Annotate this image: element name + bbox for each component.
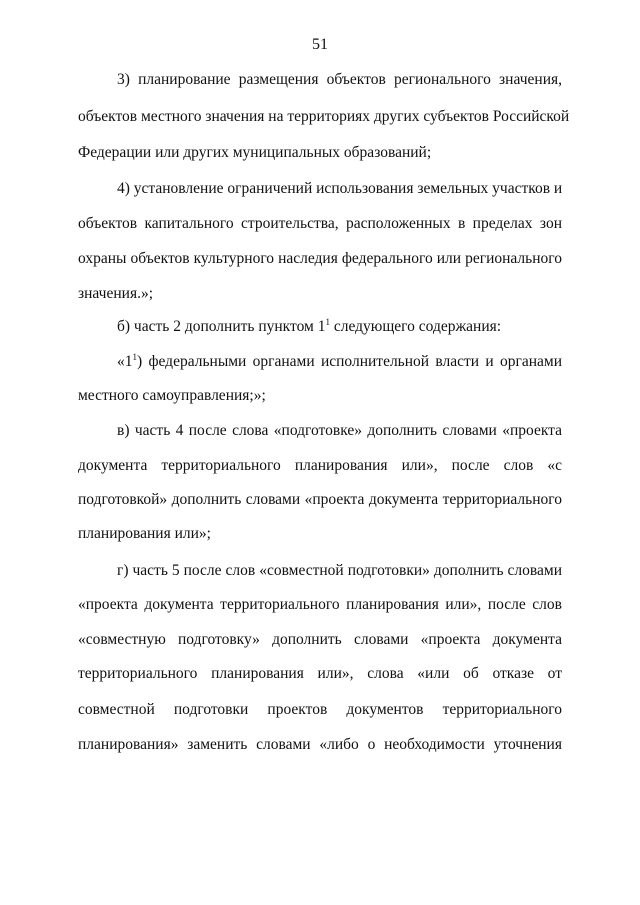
text-line: подготовкой» дополнить словами «проекта документа территориального	[78, 491, 562, 508]
text-line: планирования» заменить словами «либо о необходимости уточнения	[78, 736, 562, 753]
text-line: Федерации или других муниципальных образований;	[78, 144, 432, 161]
superscript: 1	[325, 317, 330, 327]
text-line: в) часть 4 после слова «подготовке» дополнить словами «проекта	[117, 422, 562, 439]
text-line-with-superscript	[117, 317, 562, 337]
page-number: 51	[312, 36, 328, 53]
text-line: «проекта документа территориального планирования или», после слов	[78, 596, 562, 613]
text-line: значения.»;	[78, 285, 154, 302]
text-line: планирования или»;	[78, 525, 211, 542]
text-line-with-superscript	[117, 352, 562, 372]
text-line: территориального планирования или», слова «или об отказе от	[78, 665, 562, 682]
text-line: объектов капитального строительства, расположенных в пределах зон	[78, 215, 562, 232]
text-line: 4) установление ограничений использования земельных участков и	[117, 180, 563, 197]
text-line: местного самоуправления;»;	[78, 387, 266, 404]
text-part: ) федеральными органами исполнительной власти и органами	[137, 353, 562, 370]
text-line: охраны объектов культурного наследия федерального или регионального	[78, 250, 562, 267]
text-line: «совместную подготовку» дополнить словами «проекта документа	[78, 631, 562, 648]
text-line: объектов местного значения на территориях других субъектов Российской	[78, 108, 570, 125]
text-line: г) часть 5 после слов «совместной подготовки» дополнить словами	[117, 562, 562, 579]
text-line: совместной подготовки проектов документов территориального	[78, 701, 562, 718]
text-part: «1	[117, 353, 133, 370]
text-part: следующего содержания:	[329, 318, 502, 335]
text-part: б) часть 2 дополнить пунктом 1	[117, 318, 326, 335]
text-line: 3) планирование размещения объектов регионального значения,	[117, 71, 562, 88]
text-line: документа территориального планирования или», после слов «с	[78, 457, 562, 474]
superscript: 1	[132, 352, 137, 362]
